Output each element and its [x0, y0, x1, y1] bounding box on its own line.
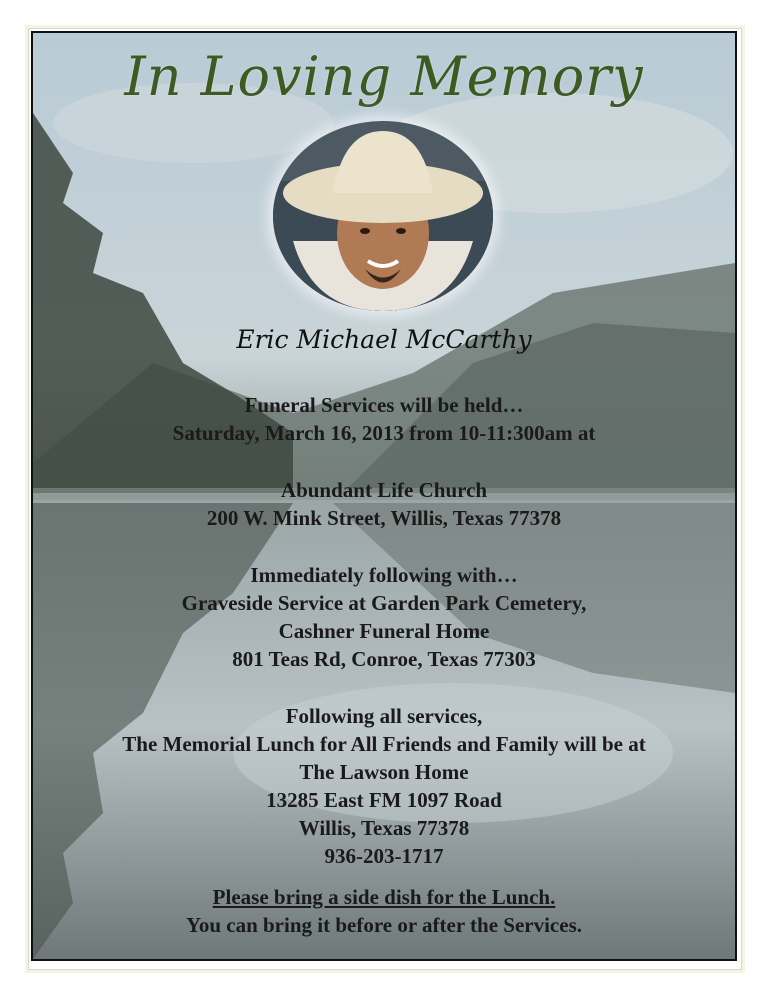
church-name: Abundant Life Church	[280, 478, 488, 502]
card-content	[33, 33, 735, 959]
lunch-heading: Following all services,	[285, 704, 483, 728]
page-title: In Loving Memory	[124, 45, 644, 108]
services-heading: Funeral Services will be held…	[244, 393, 524, 417]
portrait-photo	[273, 121, 493, 311]
funeral-services-section	[33, 391, 735, 447]
deceased-name: Eric Michael McCarthy	[236, 325, 532, 354]
lunch-description: The Memorial Lunch for All Friends and Family will be at	[122, 732, 646, 756]
graveside-heading: Immediately following with…	[250, 563, 518, 587]
graveside-service: Graveside Service at Garden Park Cemetery,	[181, 591, 587, 615]
lunch-street: 13285 East FM 1097 Road	[266, 788, 502, 812]
lunch-phone: 936-203-1717	[324, 844, 444, 868]
lunch-section	[33, 702, 735, 870]
side-dish-note: Please bring a side dish for the Lunch.	[212, 885, 556, 909]
lunch-city: Willis, Texas 77378	[298, 816, 470, 840]
funeral-home-address: 801 Teas Rd, Conroe, Texas 77303	[232, 647, 536, 671]
church-address: 200 W. Mink Street, Willis, Texas 77378	[206, 506, 562, 530]
church-section	[33, 476, 735, 532]
memorial-card	[31, 31, 737, 961]
notes-section	[33, 883, 735, 939]
timing-note: You can bring it before or after the Services.	[185, 913, 583, 937]
lunch-host: The Lawson Home	[299, 760, 469, 784]
funeral-home-name: Cashner Funeral Home	[278, 619, 490, 643]
graveside-section	[33, 561, 735, 673]
services-datetime: Saturday, March 16, 2013 from 10-11:300am at	[172, 421, 596, 445]
